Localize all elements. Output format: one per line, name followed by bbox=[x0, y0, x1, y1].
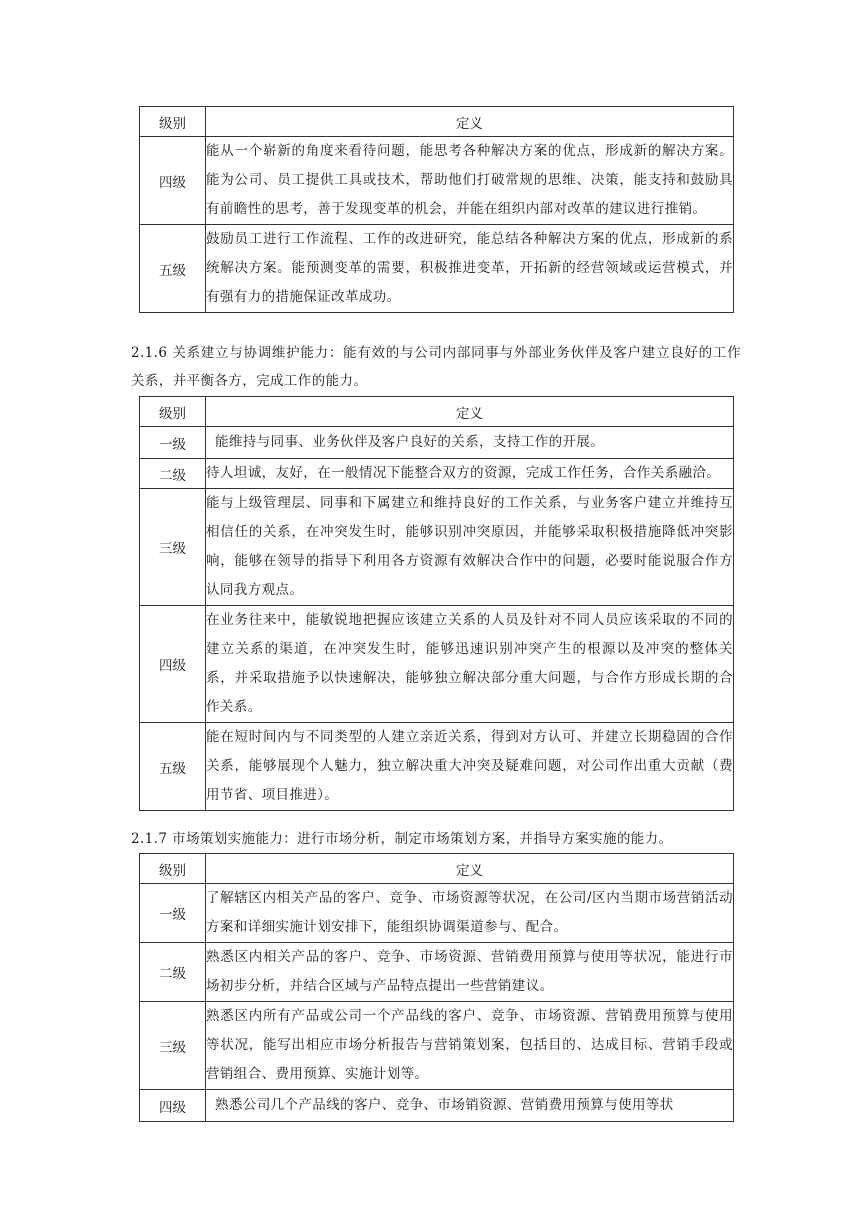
competency-table-innovation bbox=[139, 106, 734, 313]
definition-cell: 能维持与同事、业务伙伴及客户良好的关系，支持工作的开展。 bbox=[206, 427, 734, 459]
level-cell: 二级 bbox=[140, 943, 206, 1002]
definition-cell: 待人坦诚，友好，在一般情况下能整合双方的资源，完成工作任务，合作关系融洽。 bbox=[206, 459, 734, 489]
level-cell: 一级 bbox=[140, 427, 206, 459]
table-row bbox=[140, 489, 734, 606]
section-heading-2-1-6: 2.1.6 关系建立与协调维护能力：能有效的与公司内部同事与外部业务伙伴及客户建立良好的工作关系，并平衡各方，完成工作的能力。 bbox=[131, 345, 741, 389]
level-cell: 二级 bbox=[140, 459, 206, 489]
header-definition: 定义 bbox=[206, 107, 734, 137]
definition-cell: 鼓励员工进行工作流程、工作的改进研究，能总结各种解决方案的优点，形成新的系统解决方案。能预测变革的需要，积极推进变革，开拓新的经营领域或运营模式，并有强有力的措施保证改革成功。 bbox=[206, 225, 734, 313]
level-cell: 三级 bbox=[140, 1002, 206, 1090]
definition-cell: 能在短时间内与不同类型的人建立亲近关系，得到对方认可、并建立长期稳固的合作关系，能够展现个人魅力，独立解决重大冲突及疑难问题，对公司作出重大贡献（费用节省、项目推进）。 bbox=[206, 723, 734, 811]
definition-cell: 熟悉公司几个产品线的客户、竞争、市场销资源、营销费用预算与使用等状 bbox=[206, 1090, 734, 1122]
competency-table-marketing bbox=[139, 853, 734, 1122]
header-definition: 定义 bbox=[206, 854, 734, 884]
table-row bbox=[140, 427, 734, 459]
level-cell: 四级 bbox=[140, 137, 206, 225]
competency-table-relationship bbox=[139, 396, 734, 811]
table-row bbox=[140, 459, 734, 489]
table-row bbox=[140, 225, 734, 313]
table-row bbox=[140, 1002, 734, 1090]
level-cell: 五级 bbox=[140, 225, 206, 313]
table-header-row bbox=[140, 854, 734, 884]
header-level: 级别 bbox=[140, 397, 206, 427]
definition-cell: 了解辖区内相关产品的客户、竞争、市场资源等状况，在公司/区内当期市场营销活动方案和详细实施计划安排下，能组织协调渠道参与、配合。 bbox=[206, 884, 734, 943]
level-cell: 五级 bbox=[140, 723, 206, 811]
level-cell: 三级 bbox=[140, 489, 206, 606]
definition-cell: 在业务往来中，能敏锐地把握应该建立关系的人员及针对不同人员应该采取的不同的建立关系的渠道，在冲突发生时，能够迅速识别冲突产生的根源以及冲突的整体关系，并采取措施予以快速解决，能够独立解决部分重大问题，与合作方形成长期的合作关系。 bbox=[206, 606, 734, 723]
header-level: 级别 bbox=[140, 107, 206, 137]
header-definition: 定义 bbox=[206, 397, 734, 427]
header-level: 级别 bbox=[140, 854, 206, 884]
table-header-row bbox=[140, 107, 734, 137]
level-cell: 一级 bbox=[140, 884, 206, 943]
table-header-row bbox=[140, 397, 734, 427]
definition-cell: 能从一个崭新的角度来看待问题，能思考各种解决方案的优点，形成新的解决方案。能为公司、员工提供工具或技术，帮助他们打破常规的思维、决策，能支持和鼓励具有前瞻性的思考，善于发现变革的机会，并能在组织内部对改革的建议进行推销。 bbox=[206, 137, 734, 225]
table-row bbox=[140, 137, 734, 225]
definition-cell: 能与上级管理层、同事和下属建立和维持良好的工作关系，与业务客户建立并维持互相信任的关系，在冲突发生时，能够识别冲突原因，并能够采取积极措施降低冲突影响，能够在领导的指导下利用各方资源有效解决合作中的问题，必要时能说服合作方认同我方观点。 bbox=[206, 489, 734, 606]
section-heading-2-1-7: 2.1.7 市场策划实施能力：进行市场分析，制定市场策划方案，并指导方案实施的能力。 bbox=[131, 831, 673, 847]
level-cell: 四级 bbox=[140, 1090, 206, 1122]
definition-cell: 熟悉区内所有产品或公司一个产品线的客户、竞争、市场资源、营销费用预算与使用等状况，能写出相应市场分析报告与营销策划案，包括目的、达成目标、营销手段或营销组合、费用预算、实施计划等。 bbox=[206, 1002, 734, 1090]
definition-cell: 熟悉区内相关产品的客户、竞争、市场资源、营销费用预算与使用等状况，能进行市场初步分析，并结合区域与产品特点提出一些营销建议。 bbox=[206, 943, 734, 1002]
level-cell: 四级 bbox=[140, 606, 206, 723]
table-row bbox=[140, 606, 734, 723]
table-row bbox=[140, 723, 734, 811]
table-row bbox=[140, 1090, 734, 1122]
table-row bbox=[140, 884, 734, 943]
table-row bbox=[140, 943, 734, 1002]
